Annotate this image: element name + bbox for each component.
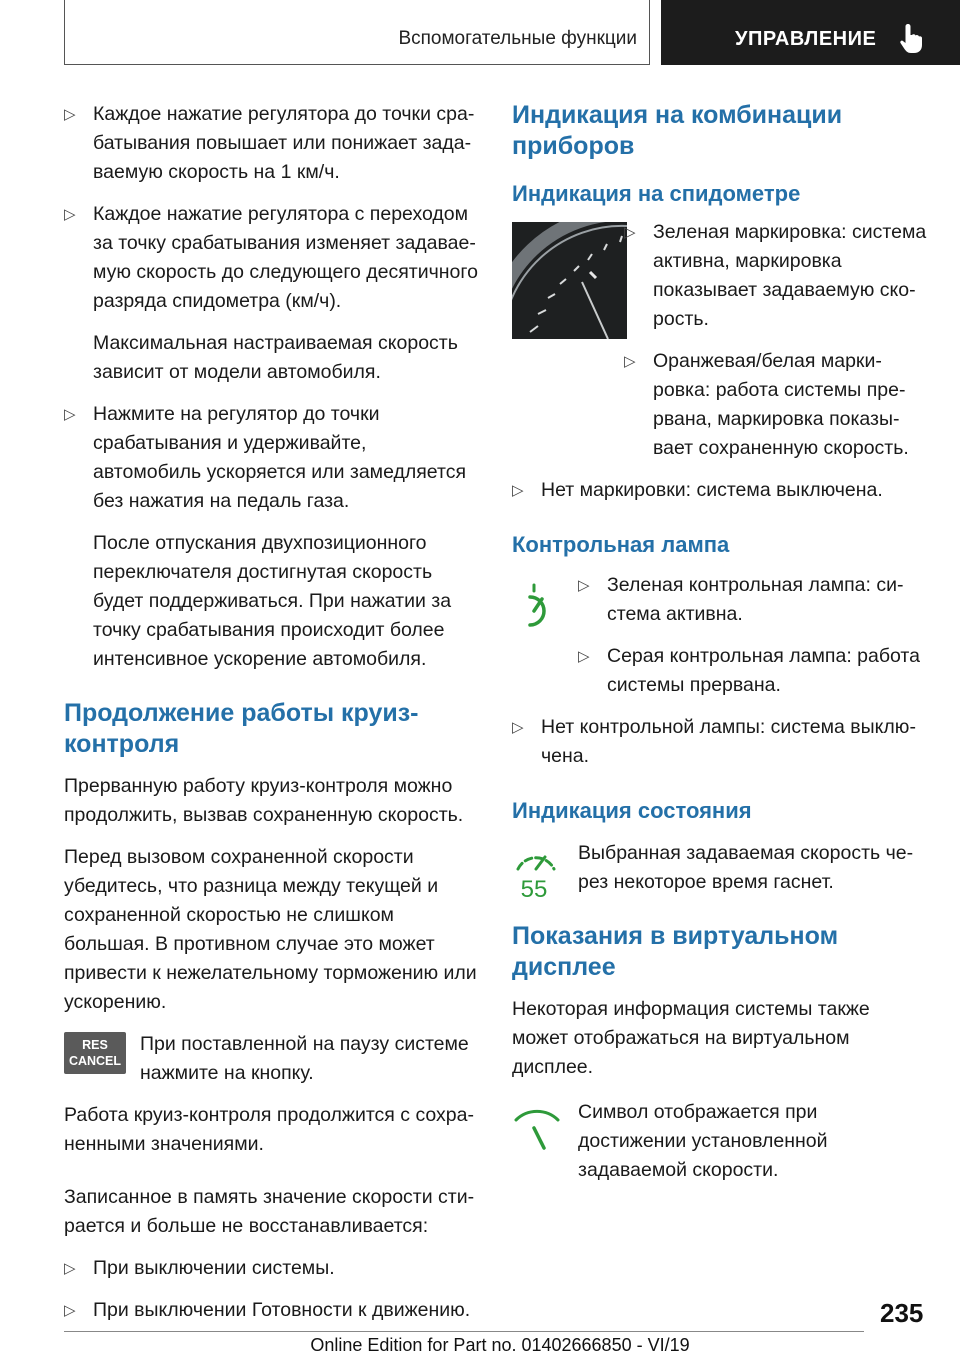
subheading-speedometer: Индикация на спидометре: [512, 181, 801, 206]
section-heading-resume: Продолжение работы круиз-контроля: [64, 699, 419, 758]
set-speed-reached-icon: [512, 1108, 564, 1160]
bullet-triangle-icon: ▷: [578, 648, 590, 665]
list-item: ▷ Каждое нажатие регулятора с переходом за точку срабатывания изменяет задаваемую скорость до следующего десятичного разряда спидометра (км/ч).: [64, 200, 478, 316]
list-item: ▷ Каждое нажатие регулятора до точки срабатывания повышает или понижает задаваемую скорость на 1 км/ч.: [64, 100, 478, 187]
list-item: ▷ Зеленая маркировка: система активна, маркировка показывает задаваемую скорость.: [624, 218, 928, 334]
bullet-triangle-icon: ▷: [64, 206, 76, 223]
bullet-triangle-icon: ▷: [64, 1260, 76, 1277]
section-heading-instrument-cluster: Индикация на комбинации приборов: [512, 101, 843, 160]
left-column: [64, 100, 478, 1338]
speedometer-image: [512, 222, 627, 339]
res-cancel-row: RES CANCEL При поставленной на паузу системе нажмите на кнопку.: [64, 1030, 478, 1088]
paragraph: Записанное в память значение скорости стирается и больше не восстанавливается:: [64, 1186, 475, 1237]
paragraph: Некоторая информация системы также может отображаться на виртуальном дисплее.: [512, 998, 870, 1078]
hand-pointer-icon: [899, 22, 925, 54]
status-row: 55 Выбранная задаваемая скорость через некоторое время гаснет.: [512, 839, 928, 899]
list-item: ▷ Нет маркировки: система выключена.: [512, 476, 928, 505]
bullet-triangle-icon: ▷: [64, 406, 76, 423]
list-item: ▷ При выключении Готовности к движению.: [64, 1296, 478, 1325]
list-item: ▷ Оранжевая/белая маркировка: работа системы прервана, маркировка показывает сохраненную скорость.: [624, 347, 928, 463]
header-section-box: [64, 0, 650, 65]
list-item: ▷ При выключении системы.: [64, 1254, 478, 1283]
cruise-control-lamp-icon: [512, 581, 556, 631]
right-column: [512, 100, 928, 1198]
footer-edition: Online Edition for Part no. 01402666850 - VI/19: [310, 1335, 690, 1355]
bullet-triangle-icon: ▷: [512, 719, 524, 736]
header-chapter-tab: [661, 0, 960, 65]
lamp-row: [512, 571, 928, 700]
hud-row: Символ отображается при достижении установленной задаваемой скорости.: [512, 1098, 928, 1185]
paragraph: Прерванную работу круиз-контроля можно продолжить, вызвав сохраненную скорость.: [64, 775, 464, 826]
list-item: ▷ Нет контрольной лампы: система выключена.: [512, 713, 928, 771]
res-cancel-button-icon: RES CANCEL: [64, 1032, 126, 1074]
svg-text:55: 55: [520, 876, 548, 901]
list-item: ▷ Серая контрольная лампа: работа системы прервана.: [578, 642, 928, 700]
note-paragraph: Максимальная настраиваемая скорость зависит от модели автомобиля.: [93, 332, 458, 383]
subheading-indicator-lamp: Контрольная лампа: [512, 532, 730, 557]
header-section-title: Вспомогательные функции: [398, 28, 637, 49]
bullet-triangle-icon: ▷: [64, 1302, 76, 1319]
header-chapter-title: УПРАВЛЕНИЕ: [735, 28, 877, 50]
set-speed-status-icon: [512, 845, 560, 901]
page-number: 235: [880, 1298, 924, 1328]
bullet-triangle-icon: ▷: [624, 224, 636, 241]
bullet-triangle-icon: ▷: [512, 482, 524, 499]
paragraph: Перед вызовом сохраненной скорости убедитесь, что разница между текущей и сохраненной скоростью не слишком большая. В противном случае это может привести к нежелательному торможению или ускорению.: [64, 846, 477, 1013]
paragraph: Работа круиз-контроля продолжится с сохраненными значениями.: [64, 1104, 474, 1155]
subheading-status-display: Индикация состояния: [512, 798, 752, 823]
list-item: ▷ Нажмите на регулятор до точки срабатывания и удерживайте, автомобиль ускоряется или замедляется без нажатия на педаль газа.: [64, 400, 478, 516]
section-heading-virtual-display: Показания в виртуальном дисплее: [512, 922, 839, 981]
list-item: ▷ Зеленая контрольная лампа: система активна.: [578, 571, 928, 629]
bullet-triangle-icon: ▷: [624, 353, 636, 370]
bullet-triangle-icon: ▷: [64, 106, 76, 123]
note-paragraph: После отпускания двухпозиционного переключателя достигнутая скорость будет поддерживаться. При нажатии за точку срабатывания происходит более интенсивное ускорение автомобиля.: [93, 532, 452, 670]
footer-divider: [64, 1331, 864, 1332]
bullet-triangle-icon: ▷: [578, 577, 590, 594]
speedometer-row: [512, 218, 928, 463]
